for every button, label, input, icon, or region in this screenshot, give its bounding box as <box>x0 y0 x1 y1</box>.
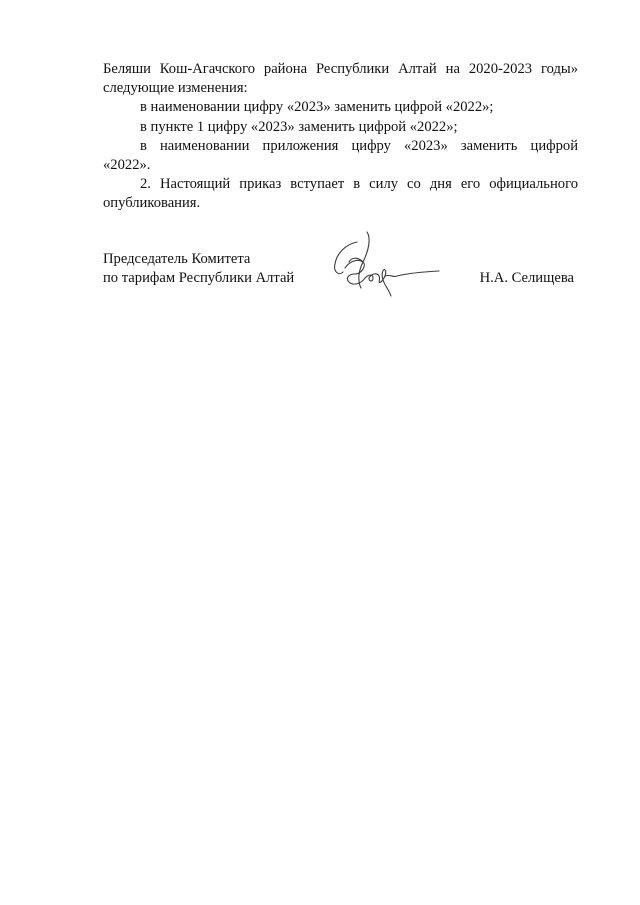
paragraph-5-line-1: 2. Настоящий приказ вступает в силу со дня его официального <box>140 176 578 193</box>
signatory-title <box>103 250 294 288</box>
paragraph-2: в наименовании цифру «2023» заменить цифрой «2022»; <box>140 99 494 116</box>
paragraph-4-line-1: в наименовании приложения цифру «2023» заменить цифрой <box>140 137 578 154</box>
signatory-title-line-1: Председатель Комитета <box>103 251 251 267</box>
paragraph-4-line-2: «2022». <box>103 157 151 174</box>
signature-strokes <box>335 232 439 296</box>
paragraph-1-line-2: следующие изменения: <box>103 80 248 97</box>
paragraph-3: в пункте 1 цифру «2023» заменить цифрой «2022»; <box>140 118 458 135</box>
signatory-title-line-2: по тарифам Республики Алтай <box>103 270 295 287</box>
signatory-name: Н.А. Селищева <box>479 270 574 286</box>
paragraph-5-line-2: опубликования. <box>103 195 201 212</box>
handwritten-signature <box>327 228 449 300</box>
signature-block <box>103 250 578 310</box>
document-body <box>103 60 578 214</box>
paragraph-1-line-1: Беляши Кош-Агачского района Республики Алтай на 2020-2023 годы» <box>103 61 578 77</box>
